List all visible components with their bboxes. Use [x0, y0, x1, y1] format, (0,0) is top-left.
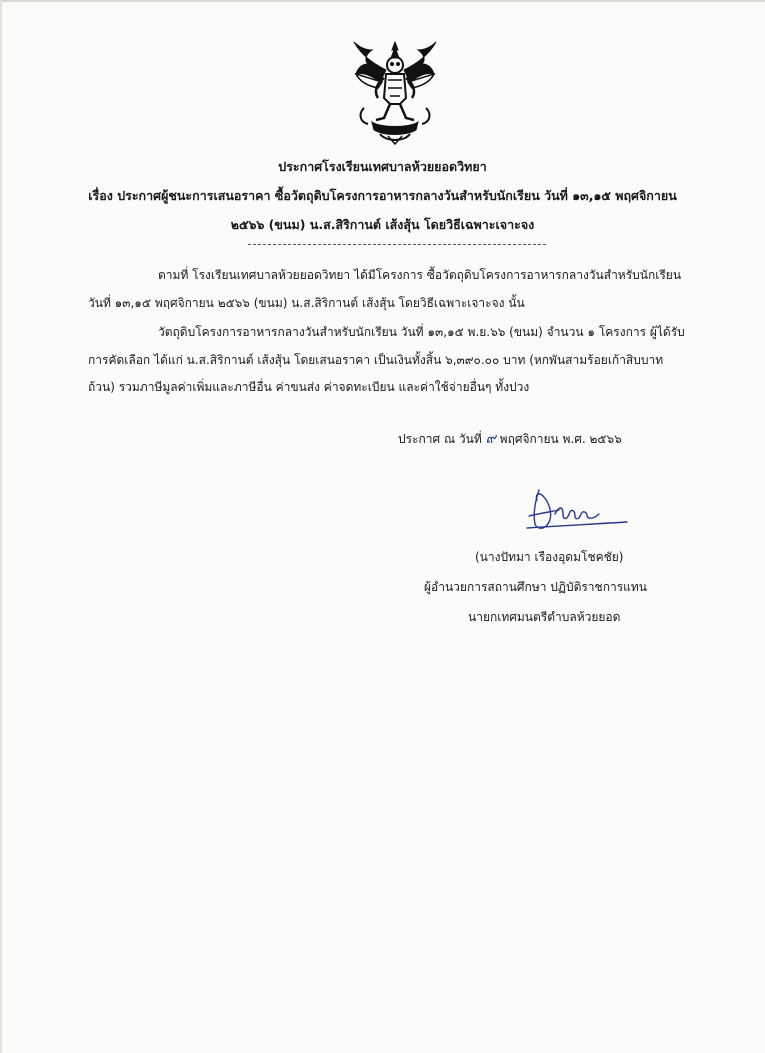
announcement-day: ๙ — [485, 431, 496, 447]
subject-line-1: เรื่อง ประกาศผู้ชนะการเสนอราคา ซื้อวัตถุดิบโครงการอาหารกลางวันสำหรับนักเรียน วันที่ ๑๓,๑๕ พฤศจิกายน — [88, 188, 677, 203]
divider — [248, 244, 546, 245]
signatory-position-1: ผู้อำนวยการสถานศึกษา ปฏิบัติราชการแทน — [424, 580, 647, 594]
handwritten-signature — [515, 480, 635, 540]
signatory-position-2: นายกเทศมนตรีตำบลห้วยยอด — [468, 610, 621, 624]
paragraph-1-line-2: วันที่ ๑๓,๑๕ พฤศจิกายน ๒๕๖๖ (ขนม) น.ส.สิริกานต์ เส้งสุ้น โดยวิธีเฉพาะเจาะจง นั้น — [88, 296, 525, 310]
paragraph-2-line-3: ถ้วน) รวมภาษีมูลค่าเพิ่มและภาษีอื่น ค่าขนส่ง ค่าจดทะเบียน และค่าใช้จ่ายอื่นๆ ทั้งปวง — [88, 380, 530, 394]
signatory-name: (นางปัทมา เรืองอุดมโชคชัย) — [475, 550, 624, 564]
paragraph-2-line-2: การคัดเลือก ได้แก่ น.ส.สิริกานต์ เส้งสุ้น โดยเสนอราคา เป็นเงินทั้งสิ้น ๖,๓๙๐.๐๐ บาท (หกพันสามร้อยเก้าสิบบาท — [88, 353, 664, 367]
garuda-emblem-icon — [350, 38, 440, 146]
paragraph-2-line-1: วัตถุดิบโครงการอาหารกลางวันสำหรับนักเรียน วันที่ ๑๓,๑๕ พ.ย.๖๖ (ขนม) จำนวน ๑ โครงการ ผู้ได้รับ — [158, 325, 685, 339]
announcement-date-prefix: ประกาศ ณ วันที่ — [398, 432, 482, 446]
announcement-title: ประกาศโรงเรียนเทศบาลห้วยยอดวิทยา — [278, 159, 487, 174]
announcement-date-suffix: พฤศจิกายน พ.ศ. ๒๕๖๖ — [499, 432, 622, 446]
paragraph-1-line-1: ตามที่ โรงเรียนเทศบาลห้วยยอดวิทยา ได้มีโครงการ ซื้อวัตถุดิบโครงการอาหารกลางวันสำหรับนักเรียน — [158, 268, 682, 282]
announcement-date — [398, 428, 622, 450]
page-edge-top — [0, 0, 765, 2]
subject-line-2: ๒๕๖๖ (ขนม) น.ส.สิริกานต์ เส้งสุ้น โดยวิธีเฉพาะเจาะจง — [230, 217, 535, 232]
